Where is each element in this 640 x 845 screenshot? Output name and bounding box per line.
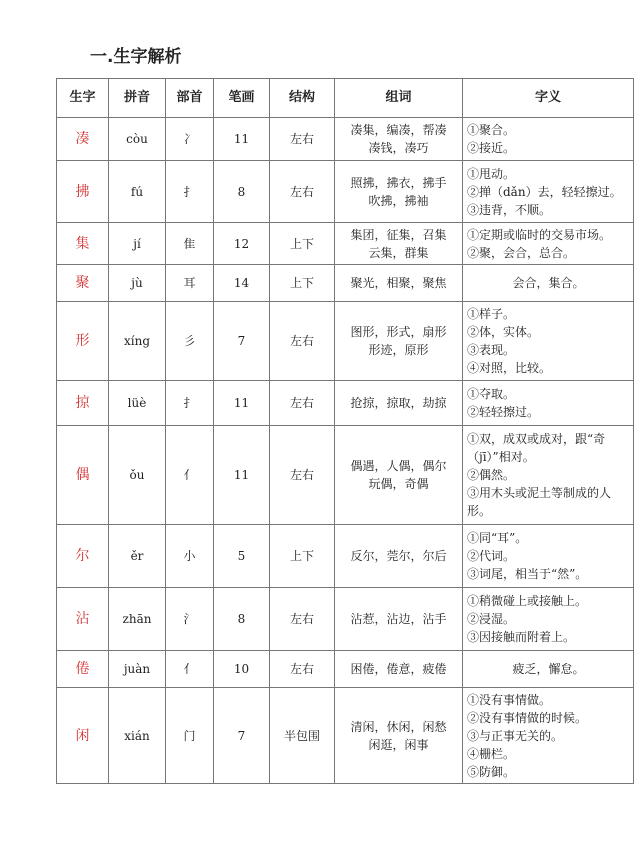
word-line: 反尔，莞尔，尔后 bbox=[350, 549, 447, 563]
radical-cell: 冫 bbox=[166, 118, 214, 161]
strokes-cell: 8 bbox=[214, 161, 270, 223]
radical-cell: 彡 bbox=[166, 302, 214, 381]
header-radical: 部首 bbox=[166, 79, 214, 118]
meaning-line: ①稍微碰上或接触上。 bbox=[467, 594, 588, 608]
word-line: 困倦，倦意，疲倦 bbox=[350, 662, 447, 676]
table-row bbox=[57, 302, 634, 381]
words-cell bbox=[335, 265, 463, 302]
header-words: 组词 bbox=[335, 79, 463, 118]
structure-cell: 上下 bbox=[270, 525, 335, 588]
meaning-line: ②掸（dǎn）去，轻轻擦过。 bbox=[467, 184, 622, 199]
header-strokes: 笔画 bbox=[214, 79, 270, 118]
strokes-cell: 14 bbox=[214, 265, 270, 302]
radical-cell: 氵 bbox=[166, 588, 214, 651]
structure-cell: 半包围 bbox=[270, 688, 335, 784]
table-row bbox=[57, 223, 634, 265]
meaning-line: ②浸湿。 bbox=[467, 612, 516, 626]
table-header-row bbox=[57, 79, 634, 118]
words-cell bbox=[335, 688, 463, 784]
meanings-cell bbox=[463, 302, 634, 381]
meaning-line: 会合，集合。 bbox=[512, 276, 585, 290]
meaning-line: ②没有事情做的时候。 bbox=[467, 710, 588, 725]
pinyin-cell: ǒu bbox=[109, 426, 166, 525]
meanings-cell bbox=[463, 688, 634, 784]
meaning-line: ①甩动。 bbox=[467, 166, 516, 181]
character-cell: 倦 bbox=[57, 651, 109, 688]
words-cell bbox=[335, 525, 463, 588]
words-cell bbox=[335, 161, 463, 223]
pinyin-cell: zhān bbox=[109, 588, 166, 651]
header-structure: 结构 bbox=[270, 79, 335, 118]
structure-cell: 左右 bbox=[270, 588, 335, 651]
meaning-line: ②体，实体。 bbox=[467, 325, 540, 339]
meanings-cell bbox=[463, 223, 634, 265]
meaning-line: ④栅栏。 bbox=[467, 746, 516, 761]
words-cell bbox=[335, 426, 463, 525]
strokes-cell: 11 bbox=[214, 118, 270, 161]
radical-cell: 扌 bbox=[166, 161, 214, 223]
meaning-line: ③表现。 bbox=[467, 343, 516, 357]
meaning-line: ①同“耳”。 bbox=[467, 531, 528, 545]
words-cell bbox=[335, 588, 463, 651]
meaning-line: ⑤防御。 bbox=[467, 764, 516, 779]
word-line: 抢掠，掠取，劫掠 bbox=[350, 396, 447, 410]
word-line: 沾惹，沾边，沾手 bbox=[350, 612, 447, 626]
pinyin-cell: fú bbox=[109, 161, 166, 223]
words-cell bbox=[335, 381, 463, 426]
character-cell: 形 bbox=[57, 302, 109, 381]
pinyin-cell: jí bbox=[109, 223, 166, 265]
word-line: 聚光，相聚，聚焦 bbox=[350, 276, 447, 290]
meaning-line: ②偶然。 bbox=[467, 468, 516, 482]
character-cell: 闲 bbox=[57, 688, 109, 784]
words-cell bbox=[335, 651, 463, 688]
meanings-cell bbox=[463, 525, 634, 588]
pinyin-cell: xián bbox=[109, 688, 166, 784]
meaning-line: ②接近。 bbox=[467, 141, 516, 155]
header-pinyin: 拼音 bbox=[109, 79, 166, 118]
words-cell bbox=[335, 118, 463, 161]
radical-cell: 小 bbox=[166, 525, 214, 588]
words-cell bbox=[335, 302, 463, 381]
character-cell: 凑 bbox=[57, 118, 109, 161]
word-line: 形迹，原形 bbox=[368, 343, 429, 357]
meaning-line: 疲乏，懈怠。 bbox=[512, 662, 585, 676]
table-row bbox=[57, 118, 634, 161]
word-line: 图形，形式，扇形 bbox=[350, 325, 447, 339]
table-row bbox=[57, 651, 634, 688]
word-line: 吹拂，拂袖 bbox=[368, 193, 429, 208]
structure-cell: 左右 bbox=[270, 651, 335, 688]
strokes-cell: 11 bbox=[214, 381, 270, 426]
character-cell: 拂 bbox=[57, 161, 109, 223]
meaning-line: ①定期或临时的交易市场。 bbox=[467, 227, 612, 242]
word-line: 云集，群集 bbox=[368, 245, 429, 260]
pinyin-cell: lüè bbox=[109, 381, 166, 426]
strokes-cell: 5 bbox=[214, 525, 270, 588]
structure-cell: 左右 bbox=[270, 302, 335, 381]
meanings-cell bbox=[463, 161, 634, 223]
character-cell: 掠 bbox=[57, 381, 109, 426]
structure-cell: 左右 bbox=[270, 381, 335, 426]
structure-cell: 左右 bbox=[270, 161, 335, 223]
character-cell: 沾 bbox=[57, 588, 109, 651]
words-cell bbox=[335, 223, 463, 265]
strokes-cell: 10 bbox=[214, 651, 270, 688]
table-row bbox=[57, 161, 634, 223]
word-line: 集团，征集，召集 bbox=[350, 227, 447, 242]
strokes-cell: 12 bbox=[214, 223, 270, 265]
character-cell: 集 bbox=[57, 223, 109, 265]
pinyin-cell: xíng bbox=[109, 302, 166, 381]
pinyin-cell: jù bbox=[109, 265, 166, 302]
character-cell: 偶 bbox=[57, 426, 109, 525]
meanings-cell bbox=[463, 651, 634, 688]
strokes-cell: 8 bbox=[214, 588, 270, 651]
header-char: 生字 bbox=[57, 79, 109, 118]
meaning-line: ③用木头或泥土等制成的人形。 bbox=[467, 486, 612, 518]
radical-cell: 门 bbox=[166, 688, 214, 784]
meaning-line: ③违背，不顺。 bbox=[467, 202, 552, 217]
table-row bbox=[57, 525, 634, 588]
meaning-line: ①夺取。 bbox=[467, 387, 516, 401]
meaning-line: ②轻轻擦过。 bbox=[467, 405, 540, 419]
table-row bbox=[57, 381, 634, 426]
word-line: 玩偶，奇偶 bbox=[368, 477, 429, 491]
character-cell: 聚 bbox=[57, 265, 109, 302]
word-line: 清闲，休闲，闲愁 bbox=[350, 719, 447, 734]
header-meanings: 字义 bbox=[463, 79, 634, 118]
strokes-cell: 11 bbox=[214, 426, 270, 525]
meanings-cell bbox=[463, 588, 634, 651]
word-line: 照拂，拂衣，拂手 bbox=[350, 175, 447, 190]
word-line: 凑钱，凑巧 bbox=[368, 141, 429, 155]
meaning-line: ②代词。 bbox=[467, 549, 516, 563]
table-row bbox=[57, 426, 634, 525]
structure-cell: 左右 bbox=[270, 118, 335, 161]
table-row bbox=[57, 265, 634, 302]
word-line: 偶遇，人偶，偶尔 bbox=[350, 459, 447, 473]
meanings-cell bbox=[463, 426, 634, 525]
table-row bbox=[57, 688, 634, 784]
meaning-line: ①双，成双或成对，跟“奇（jī）”相对。 bbox=[467, 432, 606, 464]
radical-cell: 隹 bbox=[166, 223, 214, 265]
meaning-line: ①没有事情做。 bbox=[467, 692, 552, 707]
meaning-line: ①样子。 bbox=[467, 307, 516, 321]
meaning-line: ②聚，会合，总合。 bbox=[467, 245, 576, 260]
meaning-line: ③词尾，相当于“然”。 bbox=[467, 567, 588, 581]
meanings-cell bbox=[463, 265, 634, 302]
pinyin-cell: còu bbox=[109, 118, 166, 161]
meanings-cell bbox=[463, 381, 634, 426]
meaning-line: ①聚合。 bbox=[467, 123, 516, 137]
word-line: 凑集，编凑，帮凑 bbox=[350, 123, 447, 137]
meanings-cell bbox=[463, 118, 634, 161]
structure-cell: 左右 bbox=[270, 426, 335, 525]
character-cell: 尔 bbox=[57, 525, 109, 588]
meaning-line: ③与正事无关的。 bbox=[467, 728, 564, 743]
meaning-line: ④对照，比较。 bbox=[467, 361, 552, 375]
section-title: 一.生字解析 bbox=[90, 47, 182, 67]
radical-cell: 扌 bbox=[166, 381, 214, 426]
strokes-cell: 7 bbox=[214, 688, 270, 784]
pinyin-cell: juàn bbox=[109, 651, 166, 688]
structure-cell: 上下 bbox=[270, 265, 335, 302]
radical-cell: 亻 bbox=[166, 426, 214, 525]
table-row bbox=[57, 588, 634, 651]
character-table bbox=[56, 78, 634, 784]
radical-cell: 耳 bbox=[166, 265, 214, 302]
word-line: 闲逛，闲事 bbox=[368, 737, 429, 752]
structure-cell: 上下 bbox=[270, 223, 335, 265]
pinyin-cell: ěr bbox=[109, 525, 166, 588]
strokes-cell: 7 bbox=[214, 302, 270, 381]
radical-cell: 亻 bbox=[166, 651, 214, 688]
meaning-line: ③因接触而附着上。 bbox=[467, 630, 576, 644]
